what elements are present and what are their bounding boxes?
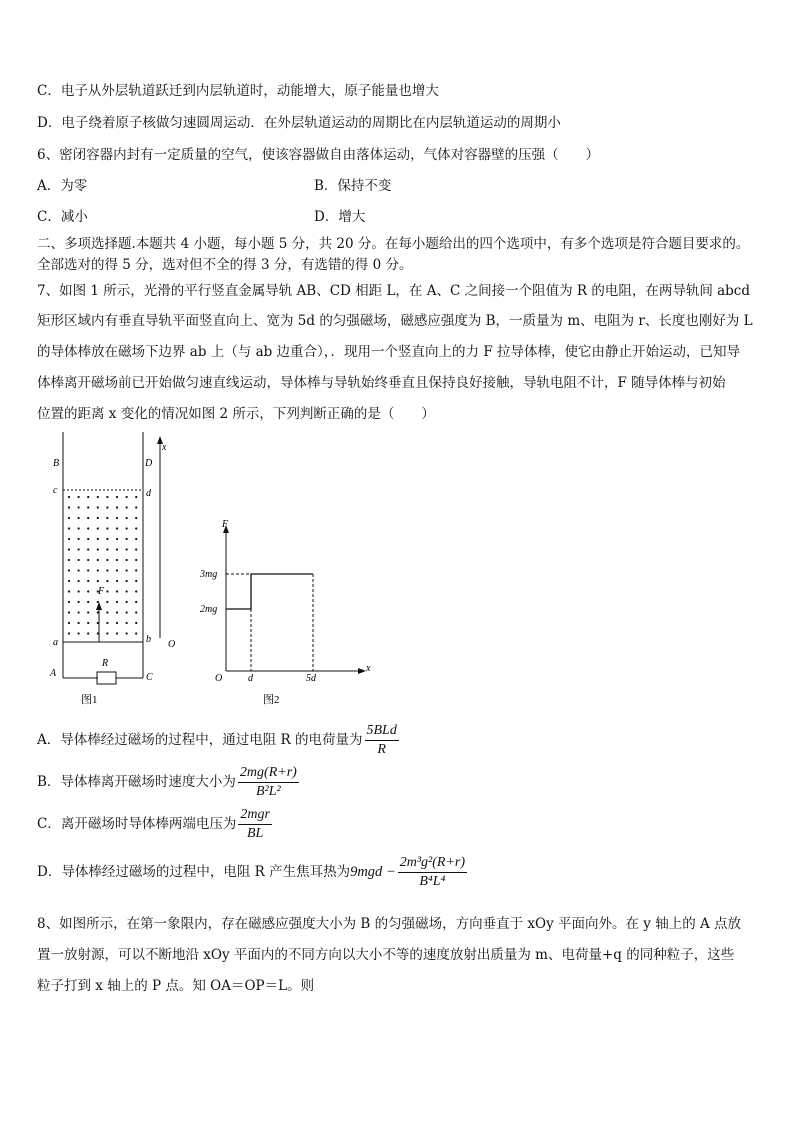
field-dot	[78, 548, 80, 550]
question-8-line-1: 8、如图所示，在第一象限内，存在磁感应强度大小为 B 的匀强磁场，方向垂直于 xOy 平面向外。在 y 轴上的 A 点放	[37, 916, 742, 932]
field-dot	[78, 496, 80, 498]
field-dot	[78, 580, 80, 582]
option-c-previous: C．电子从外层轨道跃迁到内层轨道时，动能增大，原子能量也增大	[37, 83, 439, 99]
field-dot	[106, 590, 108, 592]
question-6: 6、密闭容器内封有一定质量的空气，使该容器做自由落体运动，气体对容器壁的压强（ ）	[37, 147, 600, 163]
field-dot	[106, 580, 108, 582]
field-dot	[87, 622, 89, 624]
field-dot	[97, 580, 99, 582]
fig2-origin: O	[215, 673, 223, 684]
field-dot	[126, 611, 128, 613]
field-dot	[116, 506, 118, 508]
field-dot	[87, 611, 89, 613]
field-dot	[116, 611, 118, 613]
option-d-denominator: B⁴L⁴	[419, 874, 446, 889]
field-dot	[97, 601, 99, 603]
field-dot	[135, 548, 137, 550]
field-dot	[68, 590, 70, 592]
option-c-text: C．离开磁场时导体棒两端电压为	[37, 816, 237, 832]
option-b-text: B．导体棒离开磁场时速度大小为	[37, 774, 236, 790]
field-dot	[97, 527, 99, 529]
option-c-denominator: BL	[246, 826, 264, 841]
field-dot	[97, 517, 99, 519]
field-dot	[126, 527, 128, 529]
field-dot	[106, 632, 108, 634]
field-dot	[126, 506, 128, 508]
fig2-tick-5d: 5d	[306, 673, 316, 684]
field-dot	[87, 559, 89, 561]
question-8-line-2: 置一放射源，可以不断地沿 xOy 平面内的不同方向以大小不等的速度放射出质量为 m、电荷量+q 的同种粒子，这些	[37, 947, 735, 963]
option-d-fraction	[398, 855, 467, 890]
field-dot	[97, 548, 99, 550]
field-dot	[106, 611, 108, 613]
field-dot	[68, 496, 70, 498]
option-b-denominator: B²L²	[256, 784, 281, 799]
option-a-fraction	[365, 723, 399, 758]
field-dot	[116, 496, 118, 498]
field-dot	[106, 559, 108, 561]
option-b-fraction	[238, 765, 299, 800]
field-dot	[135, 580, 137, 582]
question-7-line-4: 体棒离开磁场前已开始做匀速直线运动，导体棒与导轨始终垂直且保持良好接触，导轨电阻不计，F 随导体棒与初始	[37, 375, 726, 391]
field-dot	[106, 548, 108, 550]
field-dot	[97, 559, 99, 561]
field-dot	[135, 632, 137, 634]
field-dot	[135, 506, 137, 508]
field-dot	[116, 548, 118, 550]
field-dot	[116, 590, 118, 592]
fig1-label-b: b	[146, 634, 151, 645]
fig1-label-c: c	[53, 485, 58, 496]
option-b-numerator: 2mg(R+r)	[238, 765, 299, 783]
option-c-numerator: 2mgr	[238, 807, 272, 825]
field-dot	[68, 517, 70, 519]
field-dot	[116, 527, 118, 529]
figure-2-caption: 图2	[263, 694, 280, 706]
field-dot	[97, 632, 99, 634]
field-dot	[78, 611, 80, 613]
section-2-scoring: 全部选对的得 5 分，选对但不全的得 3 分，有选错的得 0 分。	[37, 257, 413, 273]
question-7-option-d	[37, 855, 469, 890]
field-dot	[135, 590, 137, 592]
fig1-label-a-upper: A	[50, 668, 57, 679]
field-dot	[68, 548, 70, 550]
field-dot	[87, 580, 89, 582]
field-dot	[97, 569, 99, 571]
figure-2-graph	[195, 515, 380, 710]
field-dot	[78, 590, 80, 592]
field-dot	[78, 538, 80, 540]
field-dot	[116, 538, 118, 540]
option-a-denominator: R	[377, 742, 386, 757]
field-dot	[106, 569, 108, 571]
question-7-option-a	[37, 723, 401, 758]
field-dot	[135, 559, 137, 561]
field-dot	[126, 569, 128, 571]
field-dot	[126, 559, 128, 561]
question-7-line-2: 矩形区域内有垂直导轨平面竖直向上、宽为 5d 的匀强磁场，磁感应强度为 B，一质量为 m、电阻为 r、长度也刚好为 L	[37, 313, 753, 329]
field-dot	[116, 622, 118, 624]
question-7-option-c	[37, 807, 274, 842]
field-dot	[135, 622, 137, 624]
field-dot	[68, 527, 70, 529]
option-d-previous: D．电子绕着原子核做匀速圆周运动．在外层轨道运动的周期比在内层轨道运动的周期小	[37, 115, 561, 131]
field-dot	[106, 622, 108, 624]
field-dot	[87, 527, 89, 529]
field-dot	[135, 569, 137, 571]
field-dot	[68, 559, 70, 561]
question-6-option-c: C．减小	[37, 209, 88, 225]
fig2-tick-3mg: 3mg	[200, 569, 218, 580]
field-dot	[106, 538, 108, 540]
field-dot	[78, 622, 80, 624]
question-7-line-3: 的导体棒放在磁场下边界 ab 上（与 ab 边重合），．现用一个竖直向上的力 F 拉导体棒，使它由静止开始运动，已知导	[37, 344, 740, 360]
field-dot	[87, 517, 89, 519]
field-dot	[78, 601, 80, 603]
field-dot	[135, 527, 137, 529]
option-a-text: A．导体棒经过磁场的过程中，通过电阻 R 的电荷量为	[37, 732, 363, 748]
field-dot	[126, 548, 128, 550]
field-dot	[135, 517, 137, 519]
field-dot	[87, 496, 89, 498]
field-dot	[126, 580, 128, 582]
field-dot	[126, 601, 128, 603]
field-dot	[106, 496, 108, 498]
question-8-line-3: 粒子打到 x 轴上的 P 点。知 OA＝OP＝L。则	[37, 978, 315, 994]
field-dot	[126, 517, 128, 519]
option-d-lead-term: 9mgd −	[350, 864, 396, 880]
field-dot	[78, 527, 80, 529]
fig1-label-r: R	[102, 658, 109, 669]
field-dot	[68, 601, 70, 603]
field-dot	[135, 538, 137, 540]
field-dot	[97, 538, 99, 540]
field-dot	[97, 622, 99, 624]
field-dot	[68, 611, 70, 613]
field-dot	[97, 506, 99, 508]
field-dot	[116, 569, 118, 571]
question-7-line-1: 7、如图 1 所示，光滑的平行竖直金属导轨 AB、CD 相距 L，在 A、C 之间接一个阻值为 R 的电阻，在两导轨间 abcd	[37, 283, 751, 299]
field-dot	[97, 611, 99, 613]
fig1-label-c-upper: C	[146, 672, 153, 683]
fig2-axis-x: x	[366, 663, 371, 674]
field-dot	[68, 506, 70, 508]
field-dot	[126, 632, 128, 634]
field-dot	[68, 538, 70, 540]
field-dot	[116, 517, 118, 519]
fig1-label-o: O	[168, 639, 176, 650]
field-dot	[116, 632, 118, 634]
field-dot	[106, 527, 108, 529]
field-dot	[126, 496, 128, 498]
field-dot	[68, 632, 70, 634]
field-dot	[135, 496, 137, 498]
field-dot	[106, 517, 108, 519]
field-dot	[78, 569, 80, 571]
field-dot	[106, 601, 108, 603]
question-6-option-a: A．为零	[37, 178, 88, 194]
option-d-text: D．导体棒经过磁场的过程中，电阻 R 产生焦耳热为	[37, 864, 351, 880]
fig2-tick-2mg: 2mg	[200, 604, 218, 615]
field-dot	[126, 538, 128, 540]
field-dot	[116, 580, 118, 582]
field-dot	[116, 601, 118, 603]
field-dot	[78, 506, 80, 508]
question-7-line-5: 位置的距离 x 变化的情况如图 2 所示，下列判断正确的是（ ）	[37, 406, 435, 422]
field-dot	[78, 632, 80, 634]
fig1-label-x: x	[162, 442, 167, 453]
field-dot	[97, 496, 99, 498]
field-dot	[87, 538, 89, 540]
fig2-axis-f: F	[222, 519, 229, 530]
field-dot	[106, 506, 108, 508]
field-dot	[126, 622, 128, 624]
field-dot	[116, 559, 118, 561]
field-dot	[135, 601, 137, 603]
field-dot	[68, 580, 70, 582]
field-dot	[68, 569, 70, 571]
question-6-option-d: D．增大	[314, 209, 366, 225]
fig1-label-d: d	[146, 488, 151, 499]
field-dot	[135, 611, 137, 613]
field-dot	[126, 590, 128, 592]
option-a-numerator: 5BLd	[365, 723, 399, 741]
fig1-label-b-upper: B	[53, 458, 60, 469]
figure-1-caption: 图1	[81, 694, 98, 706]
field-dot	[87, 590, 89, 592]
field-dot	[87, 569, 89, 571]
field-dot	[87, 632, 89, 634]
field-dot	[87, 601, 89, 603]
option-c-fraction	[238, 807, 272, 842]
field-dot	[68, 622, 70, 624]
question-7-option-b	[37, 765, 301, 800]
question-6-option-b: B．保持不变	[314, 178, 392, 194]
option-d-numerator: 2m³g²(R+r)	[398, 855, 467, 873]
field-dot	[87, 506, 89, 508]
field-dot	[78, 517, 80, 519]
field-dot	[87, 548, 89, 550]
section-2-heading: 二、多项选择题.本题共 4 小题，每小题 5 分，共 20 分。在每小题给出的四个选项中，有多个选项是符合题目要求的。	[37, 236, 750, 252]
force-series-line	[226, 574, 313, 609]
fig1-label-d-upper: D	[145, 458, 153, 469]
fig1-label-f: F	[98, 586, 105, 597]
fig1-label-a: a	[53, 637, 58, 648]
figure-1-diagram	[40, 420, 200, 710]
field-dot	[78, 559, 80, 561]
fig2-tick-d: d	[248, 673, 253, 684]
